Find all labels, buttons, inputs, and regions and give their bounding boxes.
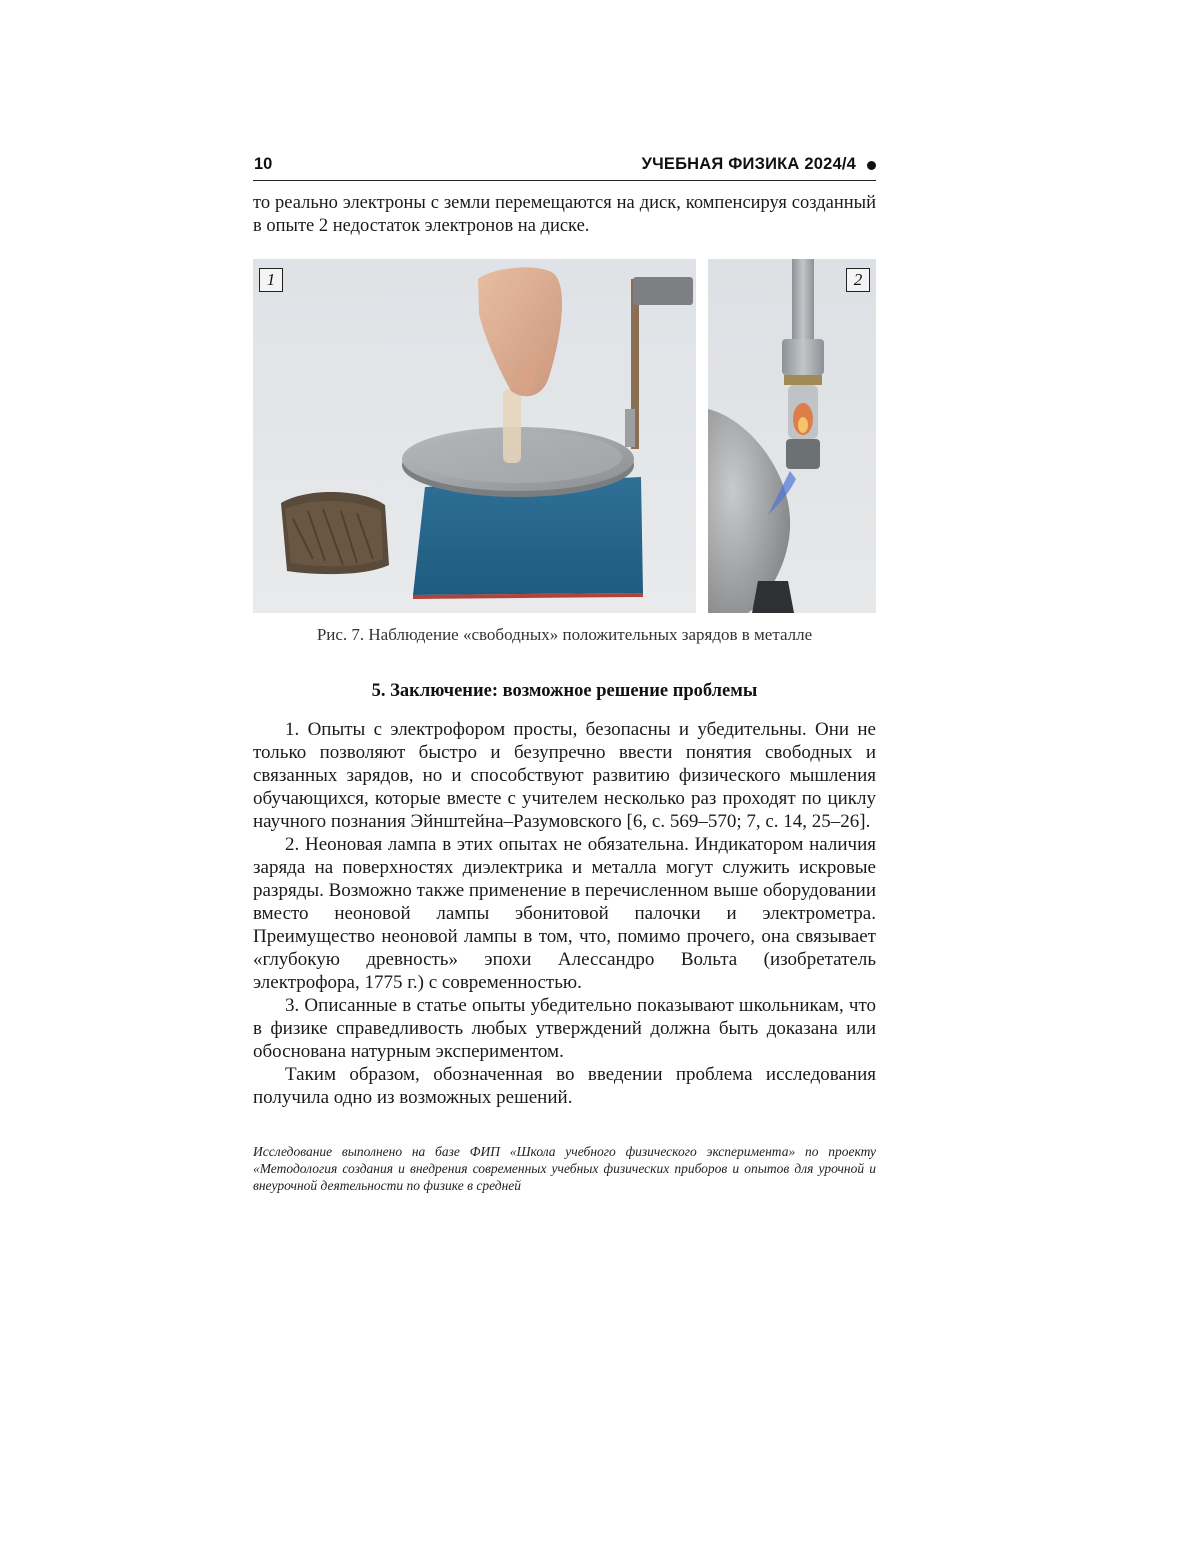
paragraph-4: Таким образом, обозначенная во введении проблема исследования получила одно из возможных решений. — [253, 1064, 876, 1108]
photo-electrophorus — [253, 259, 696, 613]
figure-caption: Рис. 7. Наблюдение «свободных» положительных зарядов в металле — [316, 625, 813, 644]
panel-number-2: 2 — [846, 268, 870, 292]
photo-lamp-flame-illustration — [708, 259, 876, 613]
section-body — [253, 718, 876, 1109]
panel-number-1: 1 — [259, 268, 283, 292]
bullet-icon — [867, 161, 876, 170]
intro-paragraph: то реально электроны с земли перемещаются на диск, компенсируя созданный в опыте 2 недостаток электронов на диске. — [253, 193, 876, 236]
acknowledgment-note: Исследование выполнено на базе ФИП «Школа учебного физического эксперимента» по проекту «Методология создания и внедрения современных учебных физических приборов и опытов для урочной и внеурочной деятельности по физике в средней — [253, 1144, 876, 1193]
figure-7 — [253, 259, 876, 613]
running-header — [253, 154, 876, 181]
section-heading: 5. Заключение: возможное решение проблемы — [371, 681, 758, 701]
paragraph-3: 3. Описанные в статье опыты убедительно показывают школьникам, что в физике справедливость любых утверждений должна быть доказана или обоснована натурным экспериментом. — [253, 995, 876, 1062]
journal-title: УЧЕБНАЯ ФИЗИКА 2024/4 — [641, 155, 856, 173]
page-number: 10 — [254, 155, 273, 173]
photo-electrophorus-illustration — [253, 259, 696, 613]
paragraph-2: 2. Неоновая лампа в этих опытах не обязательна. Индикатором наличия заряда на поверхностях диэлектрика и металла могут служить искровые разряды. Возможно также применение в перечисленном выше оборудовании вместо неоновой лампы эбонитовой палочки и электрометра. Преимущество неоновой лампы в том, что, помимо прочего, она связывает «глубокую древность» эпохи Алессандро Вольта (изобретатель электрофора, 1775 г.) с современностью. — [253, 834, 876, 993]
photo-lamp-flame — [708, 259, 876, 613]
paragraph-1: 1. Опыты с электрофором просты, безопасны и убедительны. Они не только позволяют быстро и безупречно ввести понятия свободных и связанных зарядов, но и способствуют развитию физического мышления обучающихся, которые вместе с учителем несколько раз проходят по циклу научного познания Эйнштейна–Разумовского [6, с. 569–570; 7, с. 14, 25–26]. — [253, 719, 876, 832]
